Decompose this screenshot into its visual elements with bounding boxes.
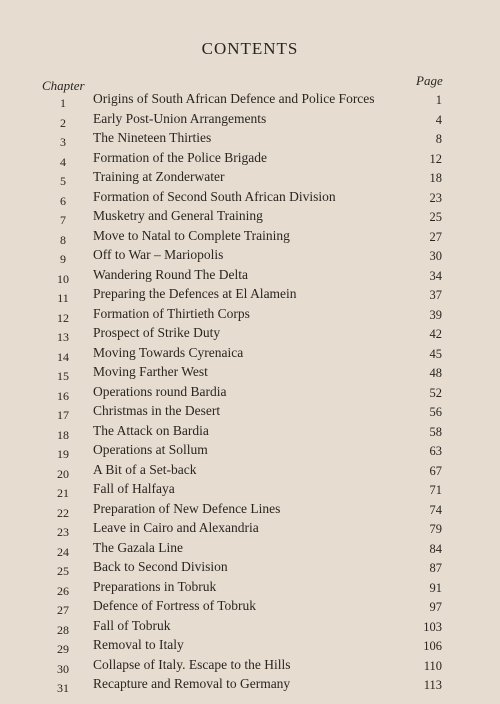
chapter-number: 11 — [57, 291, 69, 306]
chapter-title: The Gazala Line — [93, 539, 183, 555]
page-number: 52 — [429, 385, 442, 400]
page-number: 67 — [429, 463, 442, 478]
page-number: 1 — [435, 93, 442, 107]
contents-entry — [0, 286, 500, 306]
contents-entry — [0, 306, 500, 326]
chapter-number: 16 — [57, 388, 69, 403]
chapter-title: The Attack on Bardia — [93, 422, 209, 438]
chapter-title: A Bit of a Set-back — [93, 461, 197, 477]
chapter-number: 9 — [60, 252, 66, 267]
page-number: 84 — [429, 541, 442, 556]
chapter-title: Operations at Sollum — [93, 442, 208, 458]
chapter-number: 5 — [60, 174, 66, 189]
contents-entry — [0, 520, 500, 540]
contents-entry — [0, 462, 500, 482]
chapter-title: Collapse of Italy. Escape to the Hills — [93, 656, 291, 672]
chapter-title: Removal to Italy — [93, 637, 184, 653]
chapter-number: 22 — [57, 505, 69, 520]
chapter-number: 18 — [57, 427, 69, 442]
contents-entry — [0, 559, 500, 579]
chapter-title: Moving Farther West — [93, 364, 208, 380]
chapter-number: 15 — [57, 369, 69, 384]
contents-entry — [0, 423, 500, 443]
page-number: 48 — [429, 366, 442, 381]
chapter-title: Preparing the Defences at El Alamein — [93, 286, 297, 302]
page-column-header: Page — [416, 73, 443, 88]
chapter-title: Moving Towards Cyrenaica — [93, 344, 244, 360]
contents-entry — [0, 325, 500, 345]
chapter-title: Back to Second Division — [93, 559, 228, 575]
contents-entry — [0, 364, 500, 384]
contents-entry — [0, 169, 500, 189]
chapter-number: 26 — [57, 583, 69, 598]
chapter-title: Defence of Fortress of Tobruk — [93, 598, 257, 614]
page-number: 39 — [429, 307, 442, 322]
page-number: 4 — [435, 112, 442, 127]
page-number: 91 — [429, 580, 442, 595]
contents-entry — [0, 403, 500, 423]
page-number: 58 — [429, 424, 442, 439]
chapter-title: Origins of South African Defence and Police Forces — [93, 91, 375, 106]
contents-entry — [0, 442, 500, 462]
chapter-title: Off to War – Mariopolis — [93, 247, 224, 263]
chapter-title: Musketry and General Training — [93, 208, 263, 224]
page-number: 23 — [429, 190, 442, 205]
page-number: 63 — [429, 444, 442, 459]
contents-entry — [0, 91, 500, 111]
page-number: 27 — [429, 229, 442, 244]
chapter-number: 4 — [60, 154, 66, 169]
chapter-number: 30 — [57, 661, 69, 676]
contents-entry — [0, 637, 500, 657]
contents-entry — [0, 384, 500, 404]
chapter-number: 8 — [60, 232, 66, 247]
contents-entry — [0, 345, 500, 365]
chapter-title: Prospect of Strike Duty — [93, 325, 221, 341]
chapter-number: 31 — [57, 681, 69, 696]
page-number: 42 — [429, 327, 442, 342]
chapter-title: The Nineteen Thirties — [93, 130, 212, 146]
contents-entry — [0, 267, 500, 287]
chapter-title: Fall of Halfaya — [93, 481, 175, 497]
chapter-number: 2 — [60, 115, 66, 130]
chapter-number: 29 — [57, 642, 69, 657]
page-number: 34 — [429, 268, 442, 283]
contents-entry — [0, 247, 500, 267]
chapter-number: 25 — [57, 564, 69, 579]
chapter-number: 28 — [57, 622, 69, 637]
page-number: 12 — [429, 151, 442, 166]
page-number: 106 — [423, 639, 442, 654]
chapter-number: 17 — [57, 408, 69, 423]
page-number: 8 — [435, 132, 442, 147]
chapter-number: 6 — [60, 193, 66, 208]
contents-list — [0, 91, 500, 696]
contents-entry — [0, 481, 500, 501]
contents-entry — [0, 208, 500, 228]
chapter-title: Wandering Round The Delta — [93, 266, 248, 282]
page-number: 18 — [429, 171, 442, 186]
contents-entry — [0, 501, 500, 521]
chapter-title: Operations round Bardia — [93, 383, 227, 399]
contents-entry — [0, 598, 500, 618]
page-number: 113 — [423, 678, 442, 693]
page-number: 30 — [429, 249, 442, 264]
page-number: 110 — [423, 658, 442, 673]
chapter-number: 7 — [60, 213, 66, 228]
chapter-title: Formation of Second South African Division — [93, 188, 336, 204]
chapter-number: 20 — [57, 466, 69, 481]
contents-entry — [0, 676, 500, 696]
contents-entry — [0, 657, 500, 677]
page-number: 97 — [429, 600, 442, 615]
contents-entry — [0, 540, 500, 560]
chapter-title: Preparation of New Defence Lines — [93, 500, 281, 516]
chapter-title: Fall of Tobruk — [93, 617, 171, 633]
chapter-title: Recapture and Removal to Germany — [93, 676, 291, 692]
chapter-number: 23 — [57, 525, 69, 540]
chapter-number: 13 — [57, 330, 69, 345]
chapter-title: Christmas in the Desert — [93, 403, 221, 419]
contents-entry — [0, 618, 500, 638]
chapter-number: 27 — [57, 603, 69, 618]
chapter-column-header: Chapter — [42, 78, 85, 93]
chapter-title: Leave in Cairo and Alexandria — [93, 520, 259, 536]
chapter-number: 1 — [60, 96, 66, 110]
contents-entry — [0, 150, 500, 170]
page-number: 25 — [429, 210, 442, 225]
chapter-title: Preparations in Tobruk — [93, 578, 217, 594]
chapter-title: Move to Natal to Complete Training — [93, 227, 290, 243]
chapter-number: 21 — [57, 486, 69, 501]
page-number: 74 — [429, 502, 442, 517]
page-number: 37 — [429, 288, 442, 303]
contents-entry — [0, 189, 500, 209]
chapter-number: 3 — [60, 135, 66, 150]
contents-entry — [0, 130, 500, 150]
contents-entry — [0, 228, 500, 248]
page-number: 87 — [429, 561, 442, 576]
chapter-title: Formation of the Police Brigade — [93, 149, 267, 165]
chapter-title: Formation of Thirtieth Corps — [93, 305, 250, 321]
contents-entry — [0, 111, 500, 131]
page-number: 79 — [429, 522, 442, 537]
page-number: 56 — [429, 405, 442, 420]
contents-entry — [0, 579, 500, 599]
chapter-number: 19 — [57, 447, 69, 462]
chapter-title: Training at Zonderwater — [93, 169, 225, 185]
chapter-number: 10 — [57, 271, 69, 286]
page-title: CONTENTS — [201, 39, 299, 58]
page-number: 103 — [423, 619, 442, 634]
chapter-title: Early Post-Union Arrangements — [93, 110, 267, 126]
page-number: 45 — [429, 346, 442, 361]
chapter-number: 12 — [57, 310, 69, 325]
page-number: 71 — [429, 483, 442, 498]
chapter-number: 24 — [57, 544, 69, 559]
chapter-number: 14 — [57, 349, 69, 364]
